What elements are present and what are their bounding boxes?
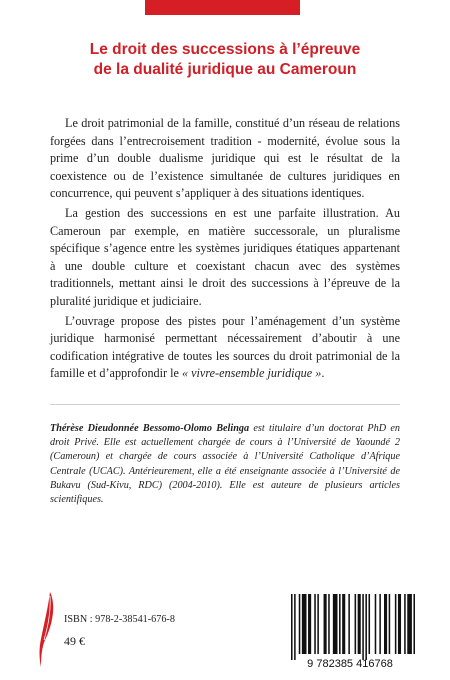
barcode-bar bbox=[291, 594, 293, 660]
barcode-bar bbox=[317, 594, 319, 654]
barcode-bar bbox=[398, 594, 401, 654]
barcode-bar bbox=[413, 594, 415, 654]
barcode-bar bbox=[379, 594, 381, 654]
barcode-bar bbox=[294, 594, 296, 660]
barcode-bar bbox=[299, 594, 301, 654]
summary-emphasis: « vivre-ensemble juridique » bbox=[181, 366, 322, 381]
barcode-bar bbox=[358, 594, 361, 654]
author-bio bbox=[50, 422, 400, 507]
summary-paragraph-3-end: . bbox=[321, 366, 325, 381]
barcode-bar bbox=[369, 594, 371, 654]
barcode-bar bbox=[404, 594, 406, 654]
barcode-bar bbox=[328, 594, 330, 654]
summary-paragraph-1: Le droit patrimonial de la famille, constitué d’un réseau de relations forgées dans l’entrecroisement tradition - modernité, évolue sous la prime d’un double dualisme juridique qui est le résultat de la coexistence ou de l’existence simultanée de cultures juridiques en concurrence, qui peuvent s’appliquer à des situations identiques. bbox=[50, 116, 400, 201]
barcode-bar bbox=[355, 594, 357, 654]
barcode bbox=[283, 592, 415, 670]
summary-paragraph-2: La gestion des successions en est une parfaite illustration. Au Cameroun par exemple, en matière successorale, un pluralisme spécifique s’agence entre les systèmes juridiques étatiques appartenant à une double culture et coexistant chacun avec des systèmes traditionnels, mettant ainsi le droit des successions à l’épreuve de la pluralité juridique et judiciaire. bbox=[50, 205, 400, 308]
top-red-bar bbox=[145, 0, 300, 15]
book-title bbox=[0, 40, 450, 80]
barcode-bar bbox=[384, 594, 387, 654]
isbn: ISBN : 978-2-38541-676-8 bbox=[64, 614, 175, 625]
title-line-2: de la dualité juridique au Cameroun bbox=[93, 61, 357, 78]
barcode-bar bbox=[348, 594, 350, 654]
barcode-bar bbox=[308, 594, 311, 654]
quill-logo-icon bbox=[36, 590, 58, 670]
barcode-bar bbox=[324, 594, 327, 654]
back-cover-summary bbox=[50, 115, 400, 383]
barcode-bar bbox=[339, 594, 341, 654]
author-bio-text: est titulaire d’un doctorat PhD en droit Privé. Elle est actuellement chargée de cours à l’Université de Yaoundé 2 (Cameroun) et chargée de cours associée à l’Université Catholique d’Afrique Centrale (UCAC). Antérieurement, elle a été enseignante associée à l’Université de Bukavu (Sud-Kivu, RDC) (2004-2010). Elle est auteure de plusieurs articles scientifiques. bbox=[50, 423, 401, 506]
barcode-bar bbox=[314, 594, 316, 654]
barcode-bar bbox=[333, 594, 338, 654]
barcode-bar bbox=[395, 594, 397, 654]
barcode-bar bbox=[342, 594, 345, 654]
summary-paragraph-3-text: L’ouvrage propose des pistes pour l’aménagement d’un système juridique harmonisé permettant nécessairement d’aboutir à une codification intégrative de toutes les sources du droit patrimonial de la famille et d’approfondir le bbox=[50, 313, 400, 381]
summary-paragraph-3 bbox=[50, 313, 400, 383]
price: 49 € bbox=[64, 634, 85, 648]
barcode-bar bbox=[365, 594, 367, 660]
barcode-bar bbox=[362, 594, 364, 660]
title-line-1: Le droit des successions à l’épreuve bbox=[89, 41, 361, 58]
barcode-bar bbox=[375, 594, 377, 654]
barcode-bar bbox=[302, 594, 307, 654]
barcode-bar bbox=[389, 594, 391, 654]
barcode-bar bbox=[407, 594, 412, 654]
section-divider bbox=[50, 404, 400, 405]
author-name: Thérèse Dieudonnée Bessomo-Olomo Belinga bbox=[50, 423, 250, 434]
barcode-digits: 9 782385 416768 bbox=[307, 658, 393, 670]
